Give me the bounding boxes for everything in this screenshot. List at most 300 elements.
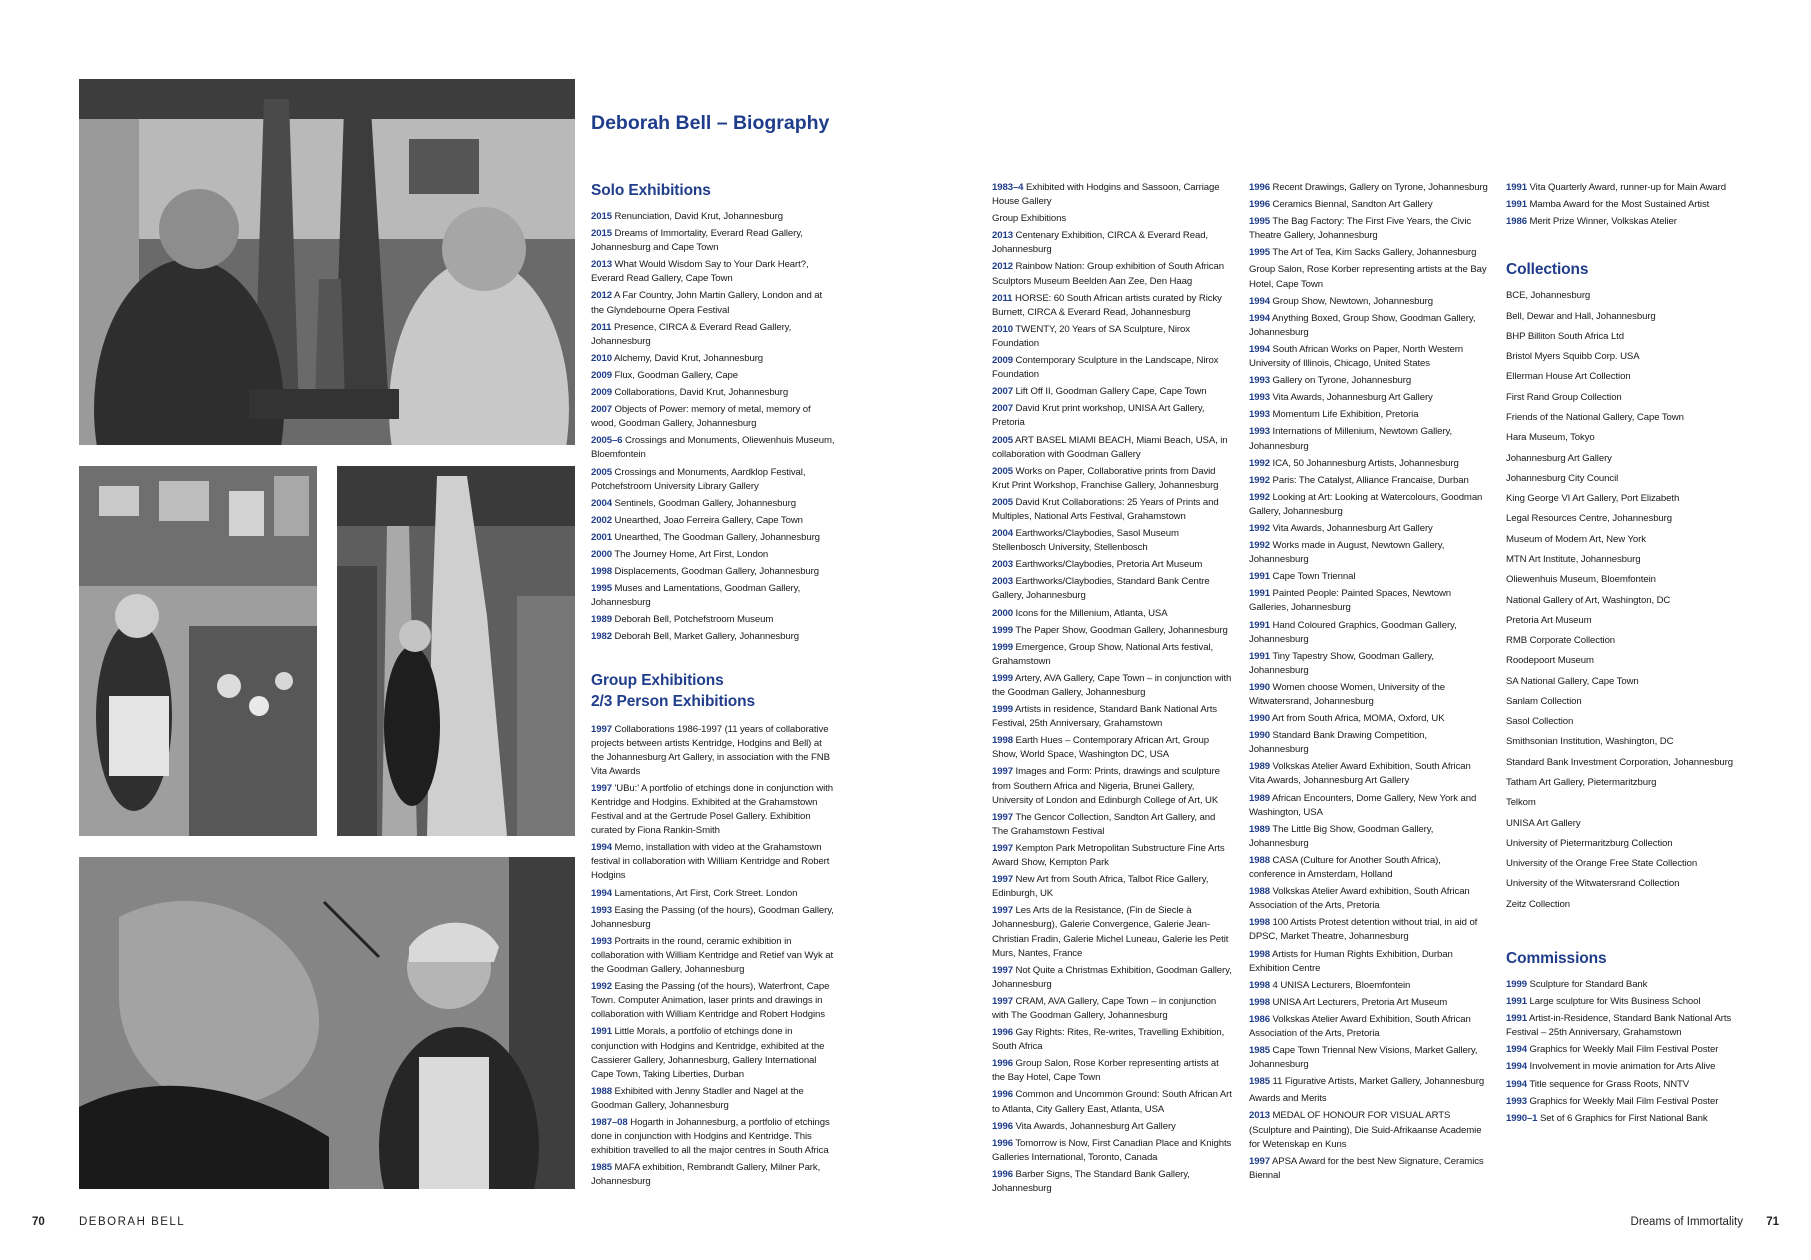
list-item (992, 558, 1232, 572)
list-item (1249, 729, 1489, 757)
entry-year: 2000 (992, 607, 1013, 619)
collection-item: Bristol Myers Squibb Corp. USA (1506, 351, 1640, 363)
collection-item: University of Pietermaritzburg Collection (1506, 837, 1673, 849)
entry-year: 1994 (1506, 1061, 1527, 1073)
entry-year: 1993 (1249, 426, 1270, 438)
entry-text: Lamentations, Art First, Cork Street. London (614, 887, 798, 899)
entry-year: 1994 (1249, 343, 1270, 355)
entry-text: African Encounters, Dome Gallery, New York and Washington, USA (1249, 792, 1477, 818)
entry-text: Group Salon, Rose Korber representing artists at the Bay Hotel, Cape Town (1249, 264, 1487, 290)
list-item (591, 887, 836, 901)
entry-year: 1997 (992, 811, 1013, 823)
entry-text: What Would Wisdom Say to Your Dark Heart?, Everard Read Gallery, Cape Town (591, 259, 809, 285)
list-item (992, 765, 1232, 807)
collection-item: Friends of the National Gallery, Cape Town (1506, 411, 1684, 423)
list-item (992, 434, 1232, 462)
entry-text: 'UBu:' A portfolio of etchings done in conjunction with Kentridge and Hodgins. Exhibited at the Grahamstown Festival and at the Gertrude Posel Gallery. Exhibition curated by Fiona Rankin-Smith (591, 782, 833, 837)
entry-text: UNISA Art Lecturers, Pretoria Art Museum (1272, 996, 1448, 1008)
entry-text: Artists in residence, Standard Bank National Arts Festival, 25th Anniversary, Grahamstown (992, 704, 1218, 730)
entry-year: 2005 (992, 434, 1013, 446)
entry-text: Artists for Human Rights Exhibition, Durban Exhibition Centre (1249, 948, 1453, 974)
entry-year: 1997 (992, 766, 1013, 778)
photo-tall-sculpture (337, 466, 575, 836)
list-item (591, 497, 836, 511)
entry-year: 1997 (992, 995, 1013, 1007)
entry-text: Group Salon, Rose Korber representing artists at the Bay Hotel, Cape Town (992, 1058, 1219, 1084)
entry-year: 1990 (1249, 730, 1270, 742)
entry-year: 2007 (992, 403, 1013, 415)
entry-text: Earthworks/Claybodies, Sasol Museum Stellenbosch University, Stellenbosch (992, 528, 1179, 554)
entry-year: 2012 (591, 290, 612, 302)
list-item (992, 229, 1232, 257)
entry-text: The Paper Show, Goodman Gallery, Johannesburg (1015, 624, 1228, 636)
entry-text: ART BASEL MIAMI BEACH, Miami Beach, USA, in collaboration with Goodman Gallery (992, 434, 1228, 460)
list-item (1506, 1043, 1746, 1057)
entry-text: Women choose Women, University of the Witwatersrand, Johannesburg (1249, 681, 1445, 707)
column-solo-and-group (591, 180, 836, 1192)
list-item (992, 212, 1232, 226)
list-item (992, 1057, 1232, 1085)
entry-year: 1997 (591, 782, 612, 794)
list-item (992, 995, 1232, 1023)
list-item (992, 1168, 1232, 1196)
entry-text: Group Exhibitions (992, 213, 1067, 225)
entry-year: 1986 (1249, 1013, 1270, 1025)
list-item (992, 703, 1232, 731)
entry-text: Rainbow Nation: Group exhibition of South African Sculptors Museum Beelden Aan Zee, Den Haag (992, 261, 1224, 287)
entry-year: 1988 (1249, 854, 1270, 866)
entry-year: 1991 (1249, 588, 1270, 600)
list-item (1249, 885, 1489, 913)
entry-text: Group Show, Newtown, Johannesburg (1272, 295, 1433, 307)
entry-year: 1989 (1249, 761, 1270, 773)
two-three-person-list (591, 723, 836, 1190)
entry-year: 1990 (1249, 681, 1270, 693)
entry-year: 1993 (1249, 409, 1270, 421)
list-item (992, 904, 1232, 960)
entry-text: Looking at Art: Looking at Watercolours, Goodman Gallery, Johannesburg (1249, 491, 1483, 517)
list-item (1249, 948, 1489, 976)
list-item (1506, 198, 1746, 212)
entry-year: 2009 (591, 387, 612, 399)
entry-text: Icons for the Millenium, Atlanta, USA (1015, 607, 1168, 619)
right-page-number: 71 (1766, 1216, 1779, 1228)
list-item (992, 465, 1232, 493)
entry-year: 2007 (992, 386, 1013, 398)
list-item (992, 964, 1232, 992)
list-item (1249, 408, 1489, 422)
entry-text: Gay Rights: Rites, Re-writes, Travelling Exhibition, South Africa (992, 1027, 1225, 1053)
list-item (1249, 522, 1489, 536)
entry-text: Objects of Power: memory of metal, memory of wood, Goodman Gallery, Johannesburg (591, 404, 811, 430)
entry-year: 1991 (591, 1026, 612, 1038)
collection-item: National Gallery of Art, Washington, DC (1506, 594, 1671, 606)
entry-text: Volkskas Atelier Award Exhibition, South African Association of the Arts, Pretoria (1249, 1013, 1471, 1039)
entry-text: Presence, CIRCA & Everard Read Gallery, Johannesburg (591, 321, 792, 347)
list-item (1249, 587, 1489, 615)
heading-group-exhibitions (591, 670, 836, 712)
entry-text: Alchemy, David Krut, Johannesburg (614, 352, 764, 364)
entry-year: 2000 (591, 548, 612, 560)
list-item (591, 321, 836, 349)
entry-year: 1994 (1249, 295, 1270, 307)
entry-text: Large sculpture for Wits Business School (1529, 996, 1701, 1008)
entry-text: Earthworks/Claybodies, Standard Bank Centre Gallery, Johannesburg (992, 576, 1210, 602)
entry-text: TWENTY, 20 Years of SA Sculpture, Nirox Foundation (992, 323, 1190, 349)
entry-year: 2015 (591, 211, 612, 222)
entry-text: Hogarth in Johannesburg, a portfolio of etchings done in conjunction with Hodgins and Kentridge. This exhibition travelled to all the major centres in South Africa (591, 1116, 830, 1157)
list-item (992, 496, 1232, 524)
entry-year: 1982 (591, 631, 612, 643)
entry-text: Unearthed, The Goodman Gallery, Johannesburg (614, 531, 820, 543)
list-item (1506, 995, 1746, 1009)
list-item (1249, 198, 1489, 212)
entry-text: Art from South Africa, MOMA, Oxford, UK (1272, 713, 1445, 725)
entry-year: 1996 (1249, 182, 1270, 193)
collection-item: Standard Bank Investment Corporation, Johannesburg (1506, 756, 1733, 768)
list-item (992, 575, 1232, 603)
entry-year: 1995 (1249, 216, 1270, 228)
entry-year: 1993 (1506, 1095, 1527, 1107)
entry-year: 1997 (992, 905, 1013, 917)
collection-item: BCE, Johannesburg (1506, 290, 1591, 302)
entry-year: 2013 (591, 259, 612, 271)
entry-text: The Bag Factory: The First Five Years, the Civic Theatre Gallery, Johannesburg (1249, 216, 1472, 242)
column-group-and-awards (1249, 181, 1489, 1186)
entry-year: 2003 (992, 576, 1013, 588)
entry-year: 1989 (591, 614, 612, 626)
entry-year: 2010 (992, 323, 1013, 335)
entry-text: 4 UNISA Lecturers, Bloemfontein (1272, 979, 1411, 991)
collection-item: MTN Art Institute, Johannesburg (1506, 553, 1641, 565)
entry-year: 1996 (992, 1137, 1013, 1149)
heading-commissions: Commissions (1506, 950, 1607, 967)
entry-year: 1996 (992, 1027, 1013, 1039)
collections-list (1506, 289, 1746, 912)
entry-text: Mamba Award for the Most Sustained Artist (1529, 199, 1710, 211)
entry-text: Little Morals, a portfolio of etchings done in conjunction with Hodgins and Kentridge, exhibited at the Cassierer Gallery, Johannesburg, Gallery International Cape Town, Taking Liberties, Durban (591, 1026, 825, 1080)
entry-text: Earthworks/Claybodies, Pretoria Art Museum (1015, 559, 1203, 571)
entry-text: Kempton Park Metropolitan Substructure Fine Arts Award Show, Kempton Park (992, 842, 1225, 869)
entry-year: 1985 (1249, 1045, 1270, 1057)
entry-text: 11 Figurative Artists, Market Gallery, Johannesburg (1272, 1076, 1485, 1088)
list-item (1249, 570, 1489, 584)
entry-year: 1994 (591, 842, 612, 854)
collection-item: Roodepoort Museum (1506, 655, 1594, 667)
collection-item: SA National Gallery, Cape Town (1506, 675, 1639, 687)
list-item (591, 935, 836, 977)
list-item (1249, 295, 1489, 309)
list-item (1249, 760, 1489, 788)
entry-text: South African Works on Paper, North Western University of Illinois, Chicago, United States (1249, 343, 1464, 370)
entry-text: Artist-in-Residence, Standard Bank National Arts Festival – 25th Anniversary, Grahamstown (1506, 1013, 1732, 1039)
entry-text: Displacements, Goodman Gallery, Johannesburg (614, 566, 819, 578)
entry-year: 2002 (591, 514, 612, 526)
list-item (992, 181, 1232, 209)
entry-year: 2010 (591, 352, 612, 364)
entry-text: Title sequence for Grass Roots, NNTV (1529, 1078, 1690, 1090)
entry-text: Volkskas Atelier Award Exhibition, South African Vita Awards, Johannesburg Art Gallery (1249, 761, 1471, 787)
entry-year: 2012 (992, 261, 1013, 273)
list-item (1249, 792, 1489, 820)
list-item (591, 1085, 836, 1113)
entry-text: The Gencor Collection, Sandton Art Gallery, and The Grahamstown Festival (992, 811, 1216, 837)
list-item (591, 841, 836, 883)
list-item (1249, 246, 1489, 260)
entry-text: Sentinels, Goodman Gallery, Johannesburg (614, 497, 796, 509)
list-item (992, 624, 1232, 638)
list-item (591, 630, 836, 644)
entry-text: CASA (Culture for Another South Africa), conference in Amsterdam, Holland (1249, 854, 1441, 881)
entry-year: 1999 (1506, 979, 1527, 990)
entry-year: 1996 (992, 1089, 1013, 1101)
entry-text: Tomorrow is Now, First Canadian Place and Knights Galleries International, Toronto, Canada (992, 1137, 1232, 1163)
list-item (591, 613, 836, 627)
entry-text: APSA Award for the best New Signature, Ceramics Biennal (1249, 1155, 1484, 1181)
list-item (1249, 374, 1489, 388)
list-item (591, 403, 836, 431)
list-item (992, 873, 1232, 901)
list-item (1249, 854, 1489, 882)
entry-year: 1986 (1506, 216, 1527, 228)
entry-text: Vita Quarterly Award, runner-up for Main Award (1529, 182, 1726, 193)
list-item (992, 1137, 1232, 1165)
collection-item: RMB Corporate Collection (1506, 635, 1616, 647)
list-item (591, 980, 836, 1022)
list-item (1249, 391, 1489, 405)
entry-text: Works on Paper, Collaborative prints from David Krut Print Workshop, Franchise Gallery, Johannesburg (992, 465, 1219, 491)
entry-year: 1996 (1249, 199, 1270, 211)
list-item (1249, 1092, 1489, 1106)
list-item (992, 354, 1232, 382)
entry-year: 1993 (1249, 375, 1270, 387)
list-item (591, 514, 836, 528)
list-item (1249, 712, 1489, 726)
entry-year: 1998 (1249, 979, 1270, 991)
entry-text: Collaborations 1986-1997 (11 years of collaborative projects between artists Kentridge, Hodgins and Bell) at the Johannesburg Art Gallery, in association with the FNB Vita Awards (591, 723, 830, 777)
entry-text: Exhibited with Hodgins and Sassoon, Carriage House Gallery (992, 182, 1220, 208)
entry-year: 2013 (1249, 1110, 1270, 1122)
list-item (591, 565, 836, 579)
entry-year: 1997 (591, 723, 612, 735)
collection-item: Telkom (1506, 797, 1536, 809)
entry-text: Ceramics Biennal, Sandton Art Gallery (1272, 199, 1433, 211)
heading-collections: Collections (1506, 261, 1589, 279)
list-item (1506, 1060, 1746, 1074)
list-item (1506, 1012, 1746, 1040)
entry-text: Anything Boxed, Group Show, Goodman Gallery, Johannesburg (1249, 312, 1476, 338)
page-title: Deborah Bell – Biography (591, 112, 830, 134)
entry-year: 1991 (1249, 650, 1270, 662)
list-item (1249, 823, 1489, 851)
list-item (591, 582, 836, 610)
list-item (591, 782, 836, 838)
entry-text: Deborah Bell, Market Gallery, Johannesburg (614, 631, 799, 643)
entry-year: 1993 (591, 935, 612, 947)
entry-text: 100 Artists Protest detention without trial, in aid of DPSC, Market Theatre, Johannesburg (1249, 917, 1478, 943)
photo-sculptures-outdoor (79, 79, 575, 445)
entry-year: 1997 (992, 964, 1013, 976)
collection-item: Hara Museum, Tokyo (1506, 432, 1595, 444)
list-item (1249, 996, 1489, 1010)
list-item (992, 607, 1232, 621)
list-item (1249, 650, 1489, 678)
entry-year: 1991 (1249, 619, 1270, 631)
entry-text: MAFA exhibition, Rembrandt Gallery, Milner Park, Johannesburg (591, 1162, 821, 1188)
entry-year: 1995 (1249, 247, 1270, 259)
entry-text: Exhibited with Jenny Stadler and Nagel at the Goodman Gallery, Johannesburg (591, 1085, 804, 1111)
entry-year: 1985 (591, 1162, 612, 1174)
collection-item: Museum of Modern Art, New York (1506, 533, 1646, 545)
entry-year: 2005 (591, 466, 612, 478)
entry-text: Collaborations, David Krut, Johannesburg (614, 387, 789, 399)
entry-year: 1983–4 (992, 182, 1024, 193)
entry-year: 1991 (1506, 182, 1527, 193)
entry-year: 2009 (992, 355, 1013, 367)
collection-item: Zeitz Collection (1506, 898, 1570, 910)
entry-text: David Krut print workshop, UNISA Art Gallery, Pretoria (992, 403, 1205, 429)
entry-year: 1993 (591, 904, 612, 916)
entry-text: MEDAL OF HONOUR FOR VISUAL ARTS (Sculpture and Painting), Die Suid-Afrikaanse Academie for Wetenskap en Kuns (1249, 1110, 1482, 1150)
collection-item: BHP Billiton South Africa Ltd (1506, 330, 1624, 342)
collection-item: Sanlam Collection (1506, 695, 1582, 707)
entry-text: Set of 6 Graphics for First National Bank (1540, 1112, 1708, 1124)
list-item (1249, 425, 1489, 453)
list-item (591, 434, 836, 462)
entry-text: Renunciation, David Krut, Johannesburg (614, 211, 783, 222)
collection-item: Oliewenhuis Museum, Bloemfontein (1506, 574, 1656, 586)
entry-text: Muses and Lamentations, Goodman Gallery, Johannesburg (591, 583, 801, 609)
entry-year: 2004 (992, 528, 1013, 540)
list-item (1249, 916, 1489, 944)
list-item (591, 210, 836, 224)
heading-group-line-2: 2/3 Person Exhibitions (591, 692, 756, 710)
entry-text: Graphics for Weekly Mail Film Festival Poster (1529, 1095, 1719, 1107)
list-item (591, 1116, 836, 1158)
list-item (1249, 681, 1489, 709)
entry-text: Internations of Millenium, Newtown Gallery, Johannesburg (1249, 426, 1453, 452)
collection-item: Johannesburg Art Gallery (1506, 452, 1612, 464)
entry-year: 1990–1 (1506, 1112, 1538, 1124)
collection-item: UNISA Art Gallery (1506, 817, 1581, 829)
list-item (1506, 978, 1746, 992)
entry-year: 1996 (992, 1058, 1013, 1070)
list-item (1249, 491, 1489, 519)
entry-year: 2011 (992, 292, 1013, 304)
list-item (591, 258, 836, 286)
list-item (1249, 343, 1489, 371)
list-item (1249, 1109, 1489, 1151)
entry-year: 1998 (1249, 948, 1270, 960)
list-item (992, 734, 1232, 762)
entry-text: Standard Bank Drawing Competition, Johannesburg (1249, 730, 1427, 756)
list-item (1249, 1013, 1489, 1041)
entry-year: 1998 (1249, 917, 1270, 929)
column-collections (1506, 181, 1746, 1129)
solo-exhibitions-list (591, 210, 836, 645)
collection-item: Bell, Dewar and Hall, Johannesburg (1506, 310, 1656, 322)
entry-text: Vita Awards, Johannesburg Art Gallery (1272, 522, 1433, 534)
entry-text: ICA, 50 Johannesburg Artists, Johannesburg (1272, 457, 1459, 469)
entry-text: New Art from South Africa, Talbot Rice Gallery, Edinburgh, UK (992, 874, 1209, 900)
entry-year: 2007 (591, 404, 612, 416)
heading-solo-exhibitions: Solo Exhibitions (591, 182, 711, 199)
list-item (1249, 1044, 1489, 1072)
entry-year: 1998 (1249, 996, 1270, 1008)
entry-text: Common and Uncommon Ground: South African Art to Atlanta, City Gallery East, Atlanta, USA (992, 1089, 1232, 1115)
entry-text: Centenary Exhibition, CIRCA & Everard Read, Johannesburg (992, 230, 1208, 256)
list-item (992, 527, 1232, 555)
entry-year: 1992 (1249, 491, 1270, 503)
entry-year: 1999 (992, 672, 1013, 684)
list-item (992, 672, 1232, 700)
entry-year: 1998 (992, 735, 1013, 747)
entry-year: 1991 (1506, 996, 1527, 1008)
list-item (1506, 1112, 1746, 1126)
entry-year: 2003 (992, 559, 1013, 571)
entry-text: Sculpture for Standard Bank (1529, 979, 1648, 990)
entry-text: A Far Country, John Martin Gallery, London and at the Glyndebourne Opera Festival (591, 290, 823, 316)
entry-text: Momentum Life Exhibition, Pretoria (1272, 409, 1419, 421)
collection-item: Pretoria Art Museum (1506, 614, 1592, 626)
right-running-head: Dreams of Immortality (1630, 1216, 1743, 1228)
list-item (591, 227, 836, 255)
heading-group-line-1: Group Exhibitions (591, 671, 724, 689)
entry-year: 1994 (1249, 312, 1270, 324)
entry-text: Volkskas Atelier Award exhibition, South African Association of the Arts, Pretoria (1249, 886, 1470, 912)
list-item (1506, 215, 1746, 229)
collection-item: First Rand Group Collection (1506, 391, 1622, 403)
list-item (591, 386, 836, 400)
list-item (1249, 312, 1489, 340)
group-exhibitions-list (992, 181, 1232, 1196)
list-item (1249, 1155, 1489, 1183)
list-item (591, 904, 836, 932)
entry-year: 1987–08 (591, 1116, 628, 1128)
collection-item: University of the Witwatersrand Collection (1506, 878, 1680, 890)
entry-year: 1997 (992, 874, 1013, 886)
entry-year: 2005–6 (591, 435, 623, 447)
entry-year: 1994 (1506, 1078, 1527, 1090)
entry-year: 2005 (992, 465, 1013, 477)
list-item (1506, 1095, 1746, 1109)
entry-text: Les Arts de la Resistance, (Fin de Siecle à Johannesburg), Galerie Convergence, Galerie Jean-Christian Fradin, Galerie Michel Luneau, Galerie les Petit Murs, Nantes, France (992, 905, 1229, 959)
list-item (1249, 539, 1489, 567)
entry-text: Works made in August, Newtown Gallery, Johannesburg (1249, 540, 1445, 566)
list-item (992, 260, 1232, 288)
entry-text: Memo, installation with video at the Grahamstown festival in collaboration with William Kentridge and Robert Hodgins (591, 842, 830, 882)
entry-text: Cape Town Triennal New Visions, Market Gallery, Johannesburg (1249, 1045, 1478, 1071)
entry-text: Portraits in the round, ceramic exhibition in collaboration with William Kentridge and Retief van Wyk at the Goodman Gallery, Johannesburg (591, 935, 834, 976)
entry-year: 1990 (1249, 713, 1270, 725)
entry-year: 1994 (1506, 1044, 1527, 1056)
entry-text: Unearthed, Joao Ferreira Gallery, Cape Town (614, 514, 803, 526)
list-item (992, 385, 1232, 399)
entry-text: Painted People: Painted Spaces, Newtown Galleries, Johannesburg (1249, 588, 1452, 614)
entry-text: Gallery on Tyrone, Johannesburg (1272, 375, 1412, 387)
entry-text: Emergence, Group Show, National Arts festival, Grahamstown (992, 641, 1214, 667)
list-item (992, 842, 1232, 870)
entry-year: 2001 (591, 531, 612, 543)
entry-text: Vita Awards, Johannesburg Art Gallery (1015, 1120, 1176, 1132)
list-item (591, 352, 836, 366)
list-item (591, 531, 836, 545)
list-item (992, 1120, 1232, 1134)
entry-text: Merit Prize Winner, Volkskas Atelier (1529, 216, 1677, 228)
list-item (992, 811, 1232, 839)
entry-year: 1997 (1249, 1155, 1270, 1167)
entry-year: 1999 (992, 704, 1013, 716)
